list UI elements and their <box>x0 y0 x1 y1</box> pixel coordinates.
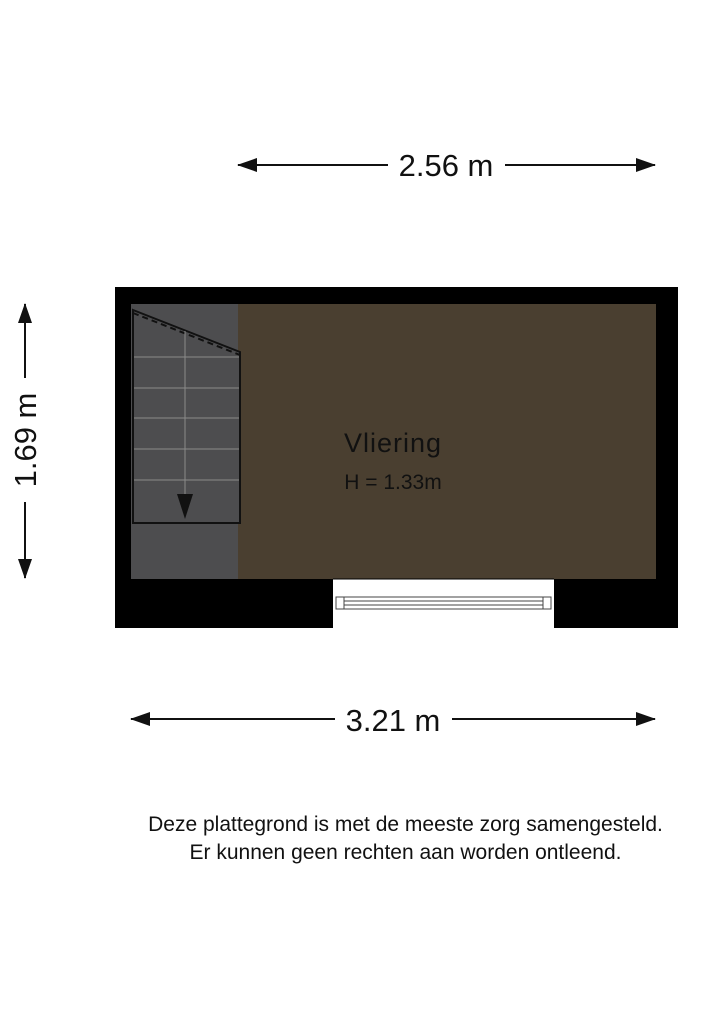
disclaimer-line-2: Er kunnen geen rechten aan worden ontleend. <box>189 841 622 864</box>
door-gap <box>333 579 554 629</box>
bottom-dimension-arrow-right <box>636 712 656 726</box>
disclaimer <box>0 811 720 867</box>
left-dimension <box>8 303 43 579</box>
top-dimension-label: 2.56 m <box>398 148 494 183</box>
bottom-dimension-arrow-left <box>130 712 150 726</box>
top-dimension-arrow-right <box>636 158 656 172</box>
disclaimer-line-1: Deze plattegrond is met de meeste zorg samengesteld. <box>148 813 663 836</box>
room-name: Vliering <box>343 428 443 458</box>
left-dimension-arrow-top <box>18 303 32 323</box>
bottom-dimension <box>130 703 656 738</box>
door-opening <box>333 579 554 629</box>
bottom-dimension-label: 3.21 m <box>345 703 441 738</box>
top-dimension-arrow-left <box>237 158 257 172</box>
top-dimension <box>237 148 656 183</box>
left-dimension-arrow-bottom <box>18 559 32 579</box>
room-floor <box>238 304 656 579</box>
room-height: H = 1.33m <box>344 471 442 494</box>
left-dimension-label: 1.69 m <box>8 392 43 488</box>
